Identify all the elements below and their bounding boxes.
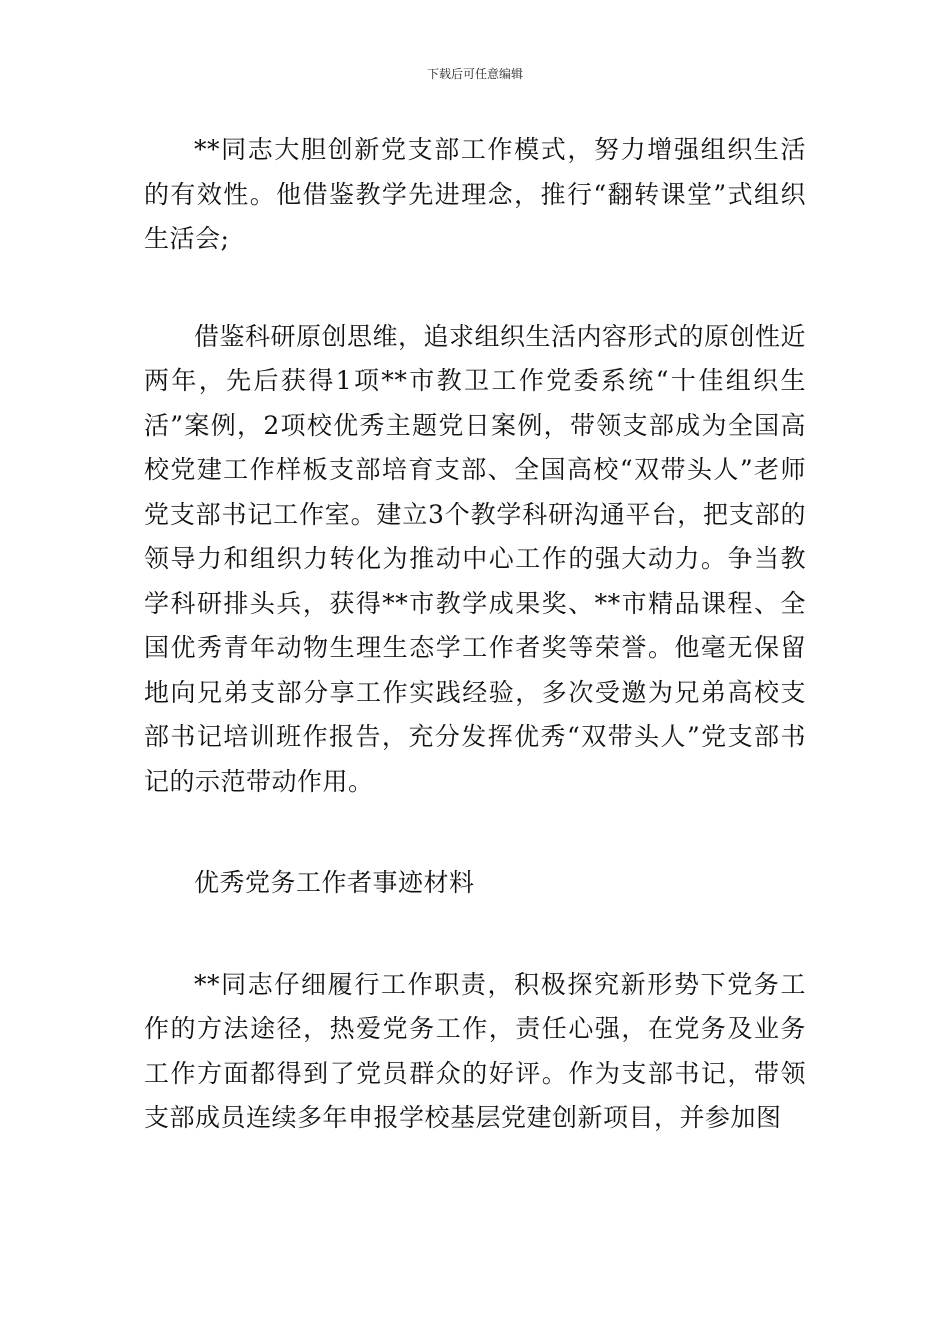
section-heading: 优秀党务工作者事迹材料 (194, 868, 475, 897)
paragraph-duties: **同志仔细履行工作职责，积极探究新形势下党务工作的方法途径，热爱党务工作，责任心强，在党务及业务工作方面都得到了党员群众的好评。作为支部书记，带领支部成员连续多年申报学校基层党建创新项目，并参加图 (144, 969, 806, 1132)
page-header-note: 下载后可任意编辑 (426, 67, 523, 81)
paragraph-gap (144, 262, 806, 315)
document-body (144, 128, 806, 1141)
paragraph-gap (144, 906, 806, 963)
paragraph-achievements: 借鉴科研原创思维，追求组织生活内容形式的原创性近两年，先后获得1项**市教卫工作党委系统“十佳组织生活”案例，2项校优秀主题党日案例，带领支部成为全国高校党建工作样板支部培育支部、全国高校“双带头人”老师党支部书记工作室。建立3个教学科研沟通平台，把支部的领导力和组织力转化为推动中心工作的强大动力。争当教学科研排头兵，获得**市教学成果奖、**市精品课程、全国优秀青年动物生理生态学工作者奖等荣誉。他毫无保留地向兄弟支部分享工作实践经验，多次受邀为兄弟高校支部书记培训班作报告，充分发挥优秀“双带头人”党支部书记的示范带动作用。 (144, 321, 807, 796)
paragraph-gap (144, 804, 806, 861)
paragraph-innovation: **同志大胆创新党支部工作模式，努力增强组织生活的有效性。他借鉴教学先进理念，推行“翻转课堂”式组织生活会; (144, 135, 806, 253)
